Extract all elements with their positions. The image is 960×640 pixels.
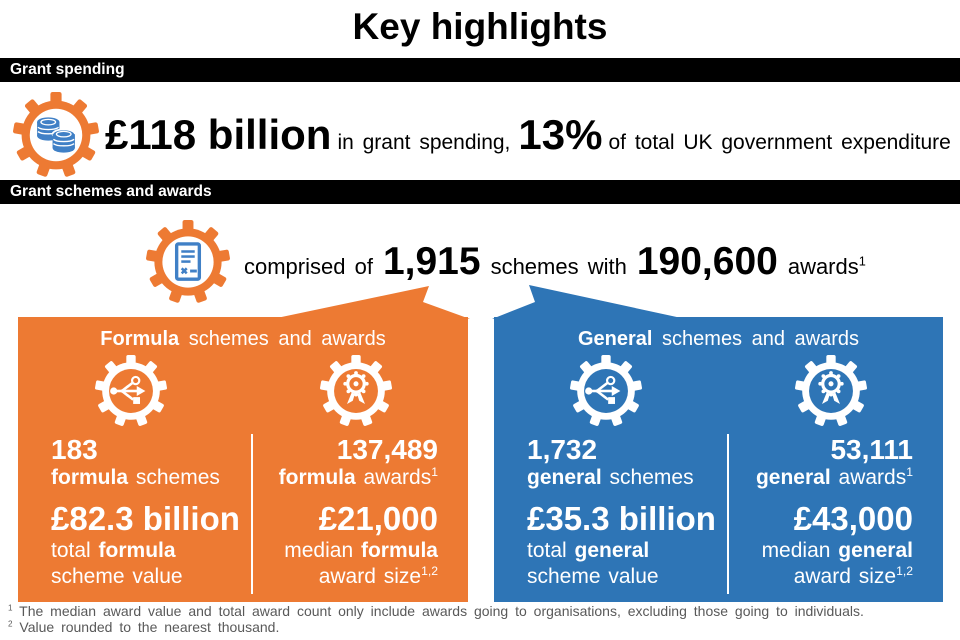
label-rest: awards <box>363 466 432 489</box>
general-stats <box>494 434 943 594</box>
general-median-label <box>729 538 913 590</box>
footnote-2 <box>8 619 956 635</box>
footnote-marker: 2 <box>8 619 13 629</box>
footnote-marker: 1 <box>431 465 438 479</box>
panel-title-rest: schemes and awards <box>662 328 860 350</box>
page-title: Key highlights <box>352 6 608 47</box>
label-rest: awards <box>838 466 907 489</box>
general-panel-title <box>494 317 943 351</box>
general-icons-row <box>494 355 943 427</box>
grant-spending-row <box>13 92 951 178</box>
formula-total-label <box>51 538 251 590</box>
icon-cell <box>243 355 468 427</box>
award-ribbon-gear-icon <box>795 355 867 427</box>
spending-amount: £118 billion <box>105 111 332 158</box>
general-schemes-column <box>494 434 727 594</box>
section-bar-grant-schemes <box>0 180 960 204</box>
footnote-marker: 1 <box>906 465 913 479</box>
general-total-value: £35.3 billion <box>527 500 716 537</box>
label-reg: median <box>761 539 831 562</box>
share-gear-icon <box>95 355 167 427</box>
spending-amount-caption: in grant spending, <box>337 131 511 154</box>
footnotes <box>8 603 956 635</box>
formula-median-value: £21,000 <box>318 500 438 537</box>
general-awards-column <box>727 434 943 594</box>
section-bar-label: Grant spending <box>10 61 125 78</box>
formula-icons-row <box>18 355 468 427</box>
general-median-value: £43,000 <box>793 500 913 537</box>
value: 137,489 <box>336 434 438 465</box>
summary-tail <box>788 254 866 279</box>
coins-gear-icon <box>13 92 99 178</box>
spending-percent-caption: of total UK government expenditure <box>608 131 951 154</box>
label-rest: schemes <box>609 466 694 489</box>
share-gear-icon <box>570 355 642 427</box>
label-bold: general <box>574 539 650 562</box>
label-rest: schemes <box>135 466 220 489</box>
label-bold: formula <box>98 539 176 562</box>
icon-cell <box>719 355 944 427</box>
label-bold: formula <box>360 539 438 562</box>
formula-awards-column <box>251 434 468 594</box>
label-bold: general <box>755 466 831 489</box>
general-awards-count <box>729 434 913 465</box>
general-panel <box>494 317 943 602</box>
section-bar-label: Grant schemes and awards <box>10 183 212 200</box>
footnote-marker: 1 <box>858 253 866 269</box>
panel-title-bold: Formula <box>100 328 180 350</box>
footnote-text: The median award value and total award count only include awards going to organisations, excluding those going to individuals. <box>19 603 864 619</box>
formula-panel-title <box>18 317 468 351</box>
general-awards-label <box>729 465 913 490</box>
formula-stats <box>18 434 468 594</box>
footnote-text: Value rounded to the nearest thousand. <box>19 619 280 635</box>
label-bold: formula <box>51 466 129 489</box>
awards-count: 190,600 <box>636 240 778 283</box>
formula-total-value: £82.3 billion <box>51 500 240 537</box>
formula-awards-count <box>253 434 438 465</box>
grant-spending-text <box>105 111 951 159</box>
footnote-marker: 1,2 <box>896 564 913 578</box>
formula-schemes-column <box>18 434 251 594</box>
formula-median-label <box>253 538 438 590</box>
footnote-1 <box>8 603 956 619</box>
label-line2: award size <box>793 565 897 588</box>
document-gear-icon <box>146 220 230 304</box>
section-bar-grant-spending <box>0 58 960 82</box>
formula-schemes-label <box>51 465 251 490</box>
formula-schemes-count: 183 <box>51 434 98 465</box>
award-ribbon-gear-icon <box>320 355 392 427</box>
spending-percent: 13% <box>518 111 603 158</box>
formula-awards-label <box>253 465 438 490</box>
label-bold: general <box>838 539 913 562</box>
label-line2: award size <box>318 565 422 588</box>
summary-mid: schemes with <box>490 254 627 279</box>
label-bold: general <box>527 466 602 489</box>
label-reg: median <box>284 539 354 562</box>
schemes-count: 1,915 <box>382 240 481 283</box>
formula-panel <box>18 317 468 602</box>
schemes-summary-row <box>146 220 872 304</box>
label-reg: total <box>527 539 567 562</box>
icon-cell <box>18 355 243 427</box>
schemes-summary-text <box>238 240 872 284</box>
label-line2: scheme value <box>527 565 659 588</box>
summary-lead: comprised of <box>244 254 373 279</box>
panel-title-bold: General <box>577 328 653 350</box>
general-total-label <box>527 538 727 590</box>
footnote-marker: 1,2 <box>421 564 438 578</box>
summary-tail-word: awards <box>787 254 859 279</box>
general-schemes-count: 1,732 <box>527 434 598 465</box>
label-line2: scheme value <box>51 565 183 588</box>
icon-cell <box>494 355 719 427</box>
footnote-marker: 1 <box>8 603 13 613</box>
general-schemes-label <box>527 465 727 490</box>
panel-title-rest: schemes and awards <box>188 328 386 350</box>
label-bold: formula <box>278 466 356 489</box>
label-reg: total <box>51 539 91 562</box>
value: 53,111 <box>830 434 913 465</box>
